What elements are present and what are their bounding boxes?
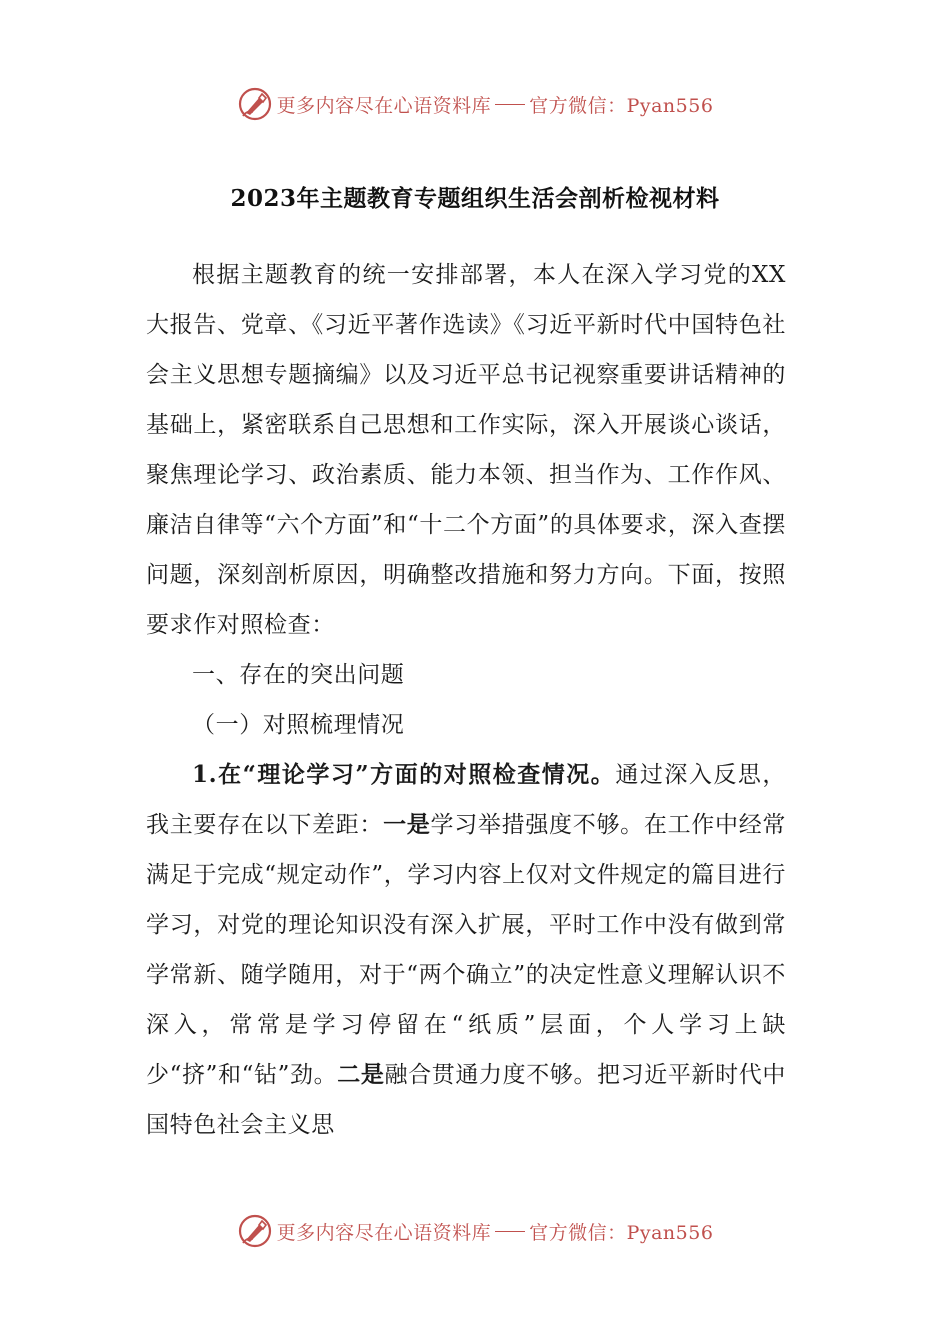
header-banner-text-1: 更多内容尽在心语资料库 bbox=[276, 94, 492, 117]
footer-banner-text-2: 官方微信：Pyan556 bbox=[529, 1221, 714, 1244]
item-1-point-1-label: 一是 bbox=[383, 811, 431, 838]
footer-banner-text-1: 更多内容尽在心语资料库 bbox=[276, 1221, 492, 1244]
subsection-heading-1: （一）对照梳理情况 bbox=[192, 712, 405, 738]
item-1-point-1-text: 学习举措强度不够。在工作中经常满足于完成“规定动作”，学习内容上仅对文件规定的篇目进行学习，对党的理论知识没有深入扩展，平时工作中没有做到常学常新、随学随用，对于“两个确立”的决定性意义理解认识不深入，常常是学习停留在“纸质”层面，个人学习上缺少“挤”和“钻”劲。 bbox=[146, 812, 787, 1088]
pen-nib-logo-icon bbox=[237, 1213, 273, 1249]
item-1-text-a: 通过深入反思，我主要存在以下差距： bbox=[146, 762, 786, 838]
footer-banner bbox=[0, 1211, 950, 1251]
intro-paragraph: 根据主题教育的统一安排部署，本人在深入学习党的XX大报告、党章、《习近平著作选读》《习近平新时代中国特色社会主义思想专题摘编》以及习近平总书记视察重要讲话精神的基础上，紧密联系自己思想和工作实际，深入开展谈心谈话，聚焦理论学习、政治素质、能力本领、担当作为、工作作风、廉洁自律等“六个方面”和“十二个方面”的具体要求，深入查摆问题，深刻剖析原因，明确整改措施和努力方向。下面，按照要求作对照检查： bbox=[146, 262, 786, 638]
header-banner-text-2: 官方微信：Pyan556 bbox=[529, 94, 714, 117]
item-1-point-2-text: 融合贯通力度不够。把习近平新时代中国特色社会主义思 bbox=[146, 1062, 786, 1138]
section-heading-1: 一、存在的突出问题 bbox=[192, 662, 405, 688]
item-1-point-2-label: 二是 bbox=[337, 1061, 385, 1088]
footer-banner-dash bbox=[495, 1231, 525, 1232]
item-1-lead: 1.在“理论学习”方面的对照检查情况。 bbox=[192, 761, 616, 788]
document-title: 2023年主题教育专题组织生活会剖析检视材料 bbox=[230, 185, 720, 212]
pen-nib-logo-icon bbox=[237, 86, 273, 122]
item-paragraph-1 bbox=[146, 750, 786, 1150]
header-banner bbox=[0, 84, 950, 124]
header-banner-dash bbox=[495, 104, 525, 105]
document-body bbox=[146, 250, 786, 1150]
